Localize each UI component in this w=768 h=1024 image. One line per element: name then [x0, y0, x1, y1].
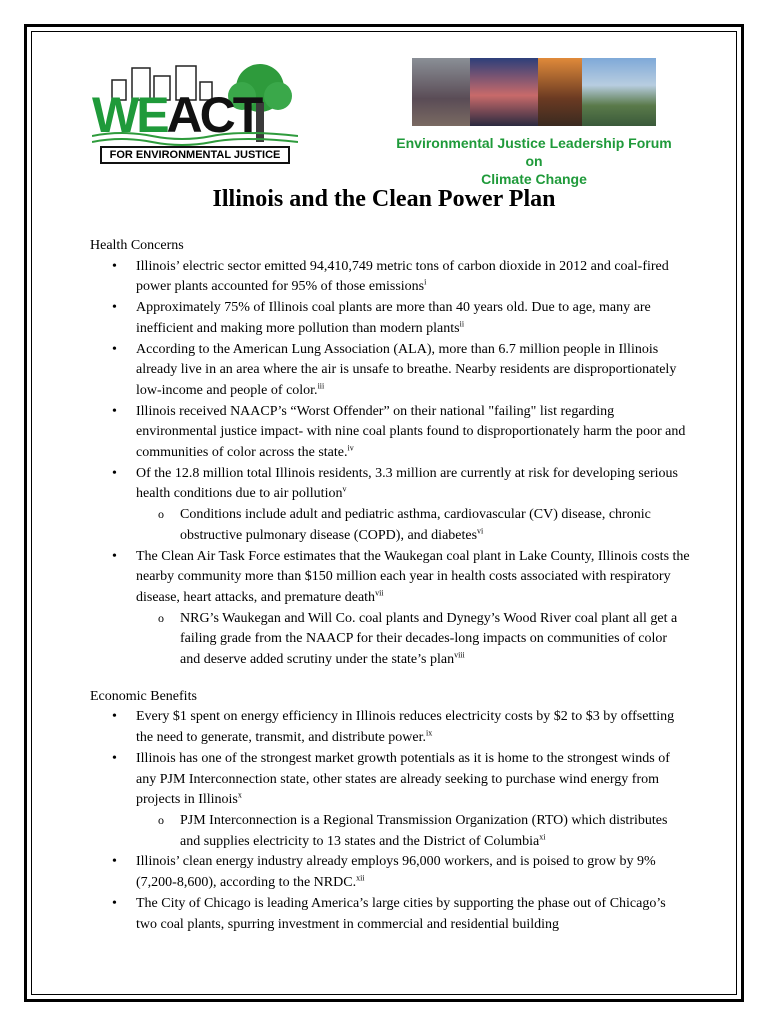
page-title: Illinois and the Clean Power Plan	[212, 186, 556, 212]
sub-list-item: o Conditions include adult and pediatric asthma, cardiovascular (CV) disease, chronic obstructive pulmonary disease (COPD), and diabetes$^{vi}$	[90, 505, 690, 546]
document-body	[90, 236, 690, 935]
forum-title	[386, 134, 682, 188]
list-item: • Illinois’ clean energy industry already employs 96,000 workers, and is poised to grow by 9% (7,200-8,600), according to the NRDC.$^{xii}$	[90, 852, 690, 893]
forum-title-line1: Environmental Justice Leadership Forum on	[396, 135, 672, 169]
protest-photo	[412, 58, 470, 126]
sub-list-item: o NRG’s Waukegan and Will Co. coal plants and Dynegy’s Wood River coal plant all get a failing grade from the NAACP for their decades-long impacts on communities of color and deserve added scrutiny under the state’s plan$^{viii}$	[90, 609, 690, 671]
list-item: • Illinois has one of the strongest market growth potentials as it is home to the strongest winds of any PJM Interconnection state, other states are already seeking to purchase wind energy from projects in Illinois$^x$	[90, 749, 690, 811]
sunset-photo	[470, 58, 538, 126]
list-item: • Approximately 75% of Illinois coal plants are more than 40 years old. Due to age, many are inefficient and making more pollution than modern plants$^{ii}$	[90, 298, 690, 339]
health-heading: Health Concerns	[90, 238, 184, 253]
economic-list	[90, 707, 690, 935]
logo-we: WE	[92, 87, 167, 143]
forum-title-line2: Climate Change	[481, 171, 587, 187]
list-item: • The City of Chicago is leading America’s large cities by supporting the phase out of Chicago’s two coal plants, spurring investment in commercial and residential building	[90, 894, 690, 935]
mountain-photo	[582, 58, 656, 126]
economic-heading: Economic Benefits	[90, 688, 197, 704]
list-item: • The Clean Air Task Force estimates that the Waukegan coal plant in Lake County, Illinois costs the nearby community more than $150 million each year in health costs associated with respiratory disease, heart attacks, and premature death$^{vii}$	[90, 547, 690, 609]
list-item: • Of the 12.8 million total Illinois residents, 3.3 million are currently at risk for developing serious health conditions due to air pollution$^v$	[90, 464, 690, 505]
list-item: • Every $1 spent on energy efficiency in Illinois reduces electricity costs by $2 to $3 by offsetting the need to generate, transmit, and distribute power.$^{ix}$	[90, 707, 690, 748]
list-item: • According to the American Lung Association (ALA), more than 6.7 million people in Illinois already live in an area where the air is unsafe to breathe. Nearby residents are disproportionately low-income and people of color.$^{iii}$	[90, 340, 690, 402]
list-item: • Illinois received NAACP’s “Worst Offender” on their national "failing" list regarding environmental justice impact- with nine coal plants found to disproportionately harm the poor and communities of color across the state.$^{iv}$	[90, 402, 690, 464]
bridge-photo	[538, 58, 582, 126]
forum-photo-strip	[412, 58, 656, 126]
logo-wordmark	[92, 87, 261, 143]
health-list	[90, 257, 690, 671]
weact-logo	[92, 62, 298, 166]
logo-subtitle: FOR ENVIRONMENTAL JUSTICE	[100, 146, 290, 164]
logo-act: ACT	[166, 87, 261, 143]
list-item: • Illinois’ electric sector emitted 94,410,749 metric tons of carbon dioxide in 2012 and coal-fired power plants accounted for 95% of those emissions$^i$	[90, 257, 690, 298]
sub-list-item: o PJM Interconnection is a Regional Transmission Organization (RTO) which distributes and supplies electricity to 13 states and the District of Columbia$^{xi}$	[90, 811, 690, 852]
